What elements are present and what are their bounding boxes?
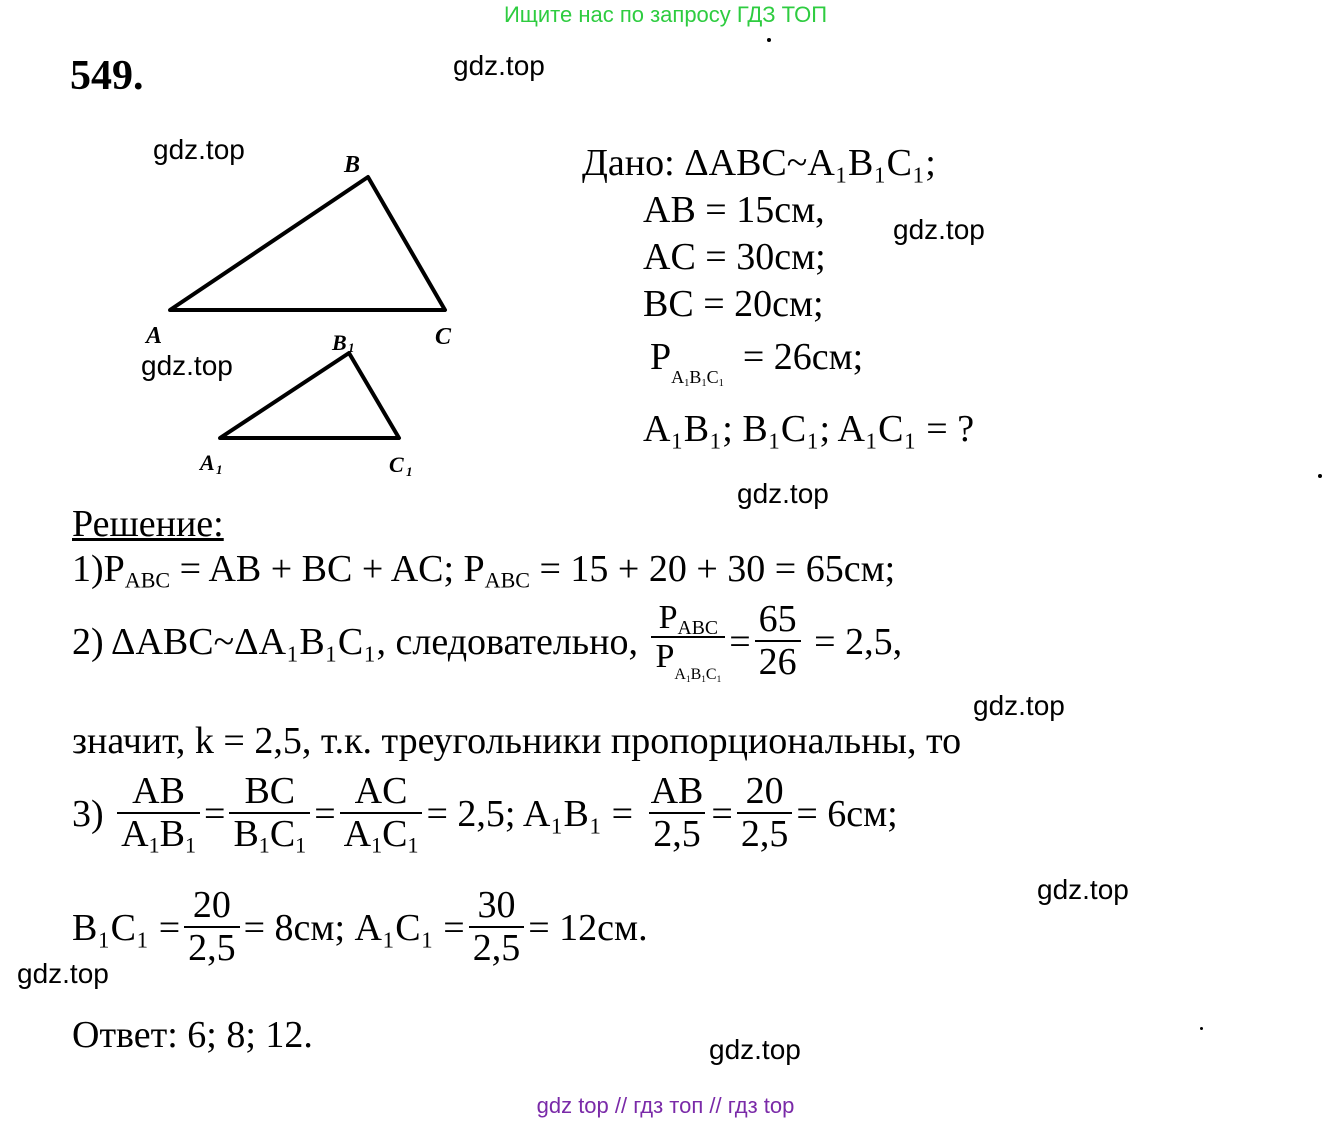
a1b1-value-fraction: $\frac{20}{2,5}$ bbox=[737, 772, 793, 856]
solution-step-3: 3) $\frac{AB}{A_1B_1}$ = $\frac{BC}{B_1C_1}$ = $\frac{AC}{A_1C_1}$ = 2,5; A₁B₁ = $\frac{AB}{2,5}$ = $\frac{20}{2,5}$ = 6см; bbox=[72, 770, 898, 858]
vertex-label-c1: C bbox=[389, 452, 404, 477]
search-banner: Ищите нас по запросу ГДЗ ТОП bbox=[503, 2, 828, 27]
footer-links[interactable]: gdz top // гдз топ // гдз top bbox=[536, 1093, 795, 1118]
solution-conclusion: значит, k = 2,5, т.к. треугольники пропорциональны, то bbox=[72, 720, 962, 762]
triangle-abc bbox=[170, 177, 445, 310]
given-line-1 bbox=[582, 144, 936, 182]
b1c1-fraction: $\frac{20}{2,5}$ bbox=[184, 886, 240, 970]
ratio-bc-fraction: $\frac{BC}{B_1C_1}$ bbox=[229, 772, 310, 856]
given-bc: BC = 20см; bbox=[643, 283, 824, 325]
a1b1-fraction: $\frac{AB}{2,5}$ bbox=[650, 770, 704, 855]
speck bbox=[1318, 474, 1322, 478]
speck bbox=[767, 38, 771, 42]
vertex-label-c: C bbox=[435, 324, 452, 350]
solution-step-4: B₁C₁ = $\frac{20}{2,5}$ = 8см; A₁C₁ = $\frac{30}{2,5}$ = 12см. bbox=[72, 884, 648, 969]
watermark: gdz.top bbox=[1037, 874, 1129, 905]
watermark: gdz.top bbox=[893, 214, 985, 245]
answer: Ответ: 6; 8; 12. bbox=[72, 1014, 313, 1056]
given-question: A₁B₁; B₁C₁; A₁C₁ = ? bbox=[643, 408, 975, 450]
watermark: gdz.top bbox=[141, 350, 233, 381]
vertex-label-a: A bbox=[146, 323, 163, 349]
given-ac: AC = 30см; bbox=[643, 236, 826, 278]
triangle-a1b1c1 bbox=[220, 353, 399, 438]
triangles-figure bbox=[0, 0, 600, 500]
vertex-label-a1: A bbox=[200, 450, 215, 475]
vertex-index: 1 bbox=[216, 462, 223, 477]
given-perimeter: $P_{A_1B_1C_1} = 26см$; bbox=[650, 336, 864, 390]
vertex-index: 1 bbox=[348, 340, 355, 355]
given-ab: AB = 15см, bbox=[643, 189, 825, 231]
watermark: gdz.top bbox=[17, 958, 109, 989]
given-similarity: ΔABC~A₁B₁C₁; bbox=[684, 142, 936, 184]
vertex-index: 1 bbox=[406, 464, 413, 479]
perimeter-ratio-fraction: $\frac{P_{ABC}}{P_{A_1B_1C_1}}$ bbox=[651, 600, 725, 683]
solution-step-1: $1)P_{ABC}$ = AB + BC + AC; $P_{ABC} = 15 + 20 + 30 = 65см$; bbox=[72, 548, 896, 593]
given-label: Дано: bbox=[582, 142, 675, 184]
a1c1-fraction: $\frac{30}{2,5}$ bbox=[469, 886, 525, 970]
speck bbox=[1200, 1027, 1203, 1030]
ratio-ac-fraction: $\frac{AC}{A_1C_1}$ bbox=[340, 772, 423, 856]
watermark: gdz.top bbox=[453, 50, 545, 81]
vertex-label-b1: B bbox=[332, 330, 347, 355]
given-perimeter-value: = 26см; bbox=[742, 336, 864, 378]
solution-step-2: 2) ΔABC~ΔA₁B₁C₁, следовательно, $\frac{P_{ABC}}{P_{A_1B_1C_1}}$ = $\frac{65}{26}$ = 2,5, bbox=[72, 598, 903, 685]
solution-heading: Решение: bbox=[72, 503, 224, 545]
vertex-label-b: B bbox=[344, 152, 361, 178]
ratio-ab-fraction: $\frac{AB}{A_1B_1}$ bbox=[117, 772, 200, 856]
watermark: gdz.top bbox=[973, 690, 1065, 721]
watermark: gdz.top bbox=[737, 478, 829, 509]
watermark: gdz.top bbox=[153, 134, 245, 165]
value-fraction: $\frac{65}{26}$ bbox=[755, 600, 801, 684]
watermark: gdz.top bbox=[709, 1034, 801, 1065]
problem-number: 549. bbox=[70, 53, 144, 99]
